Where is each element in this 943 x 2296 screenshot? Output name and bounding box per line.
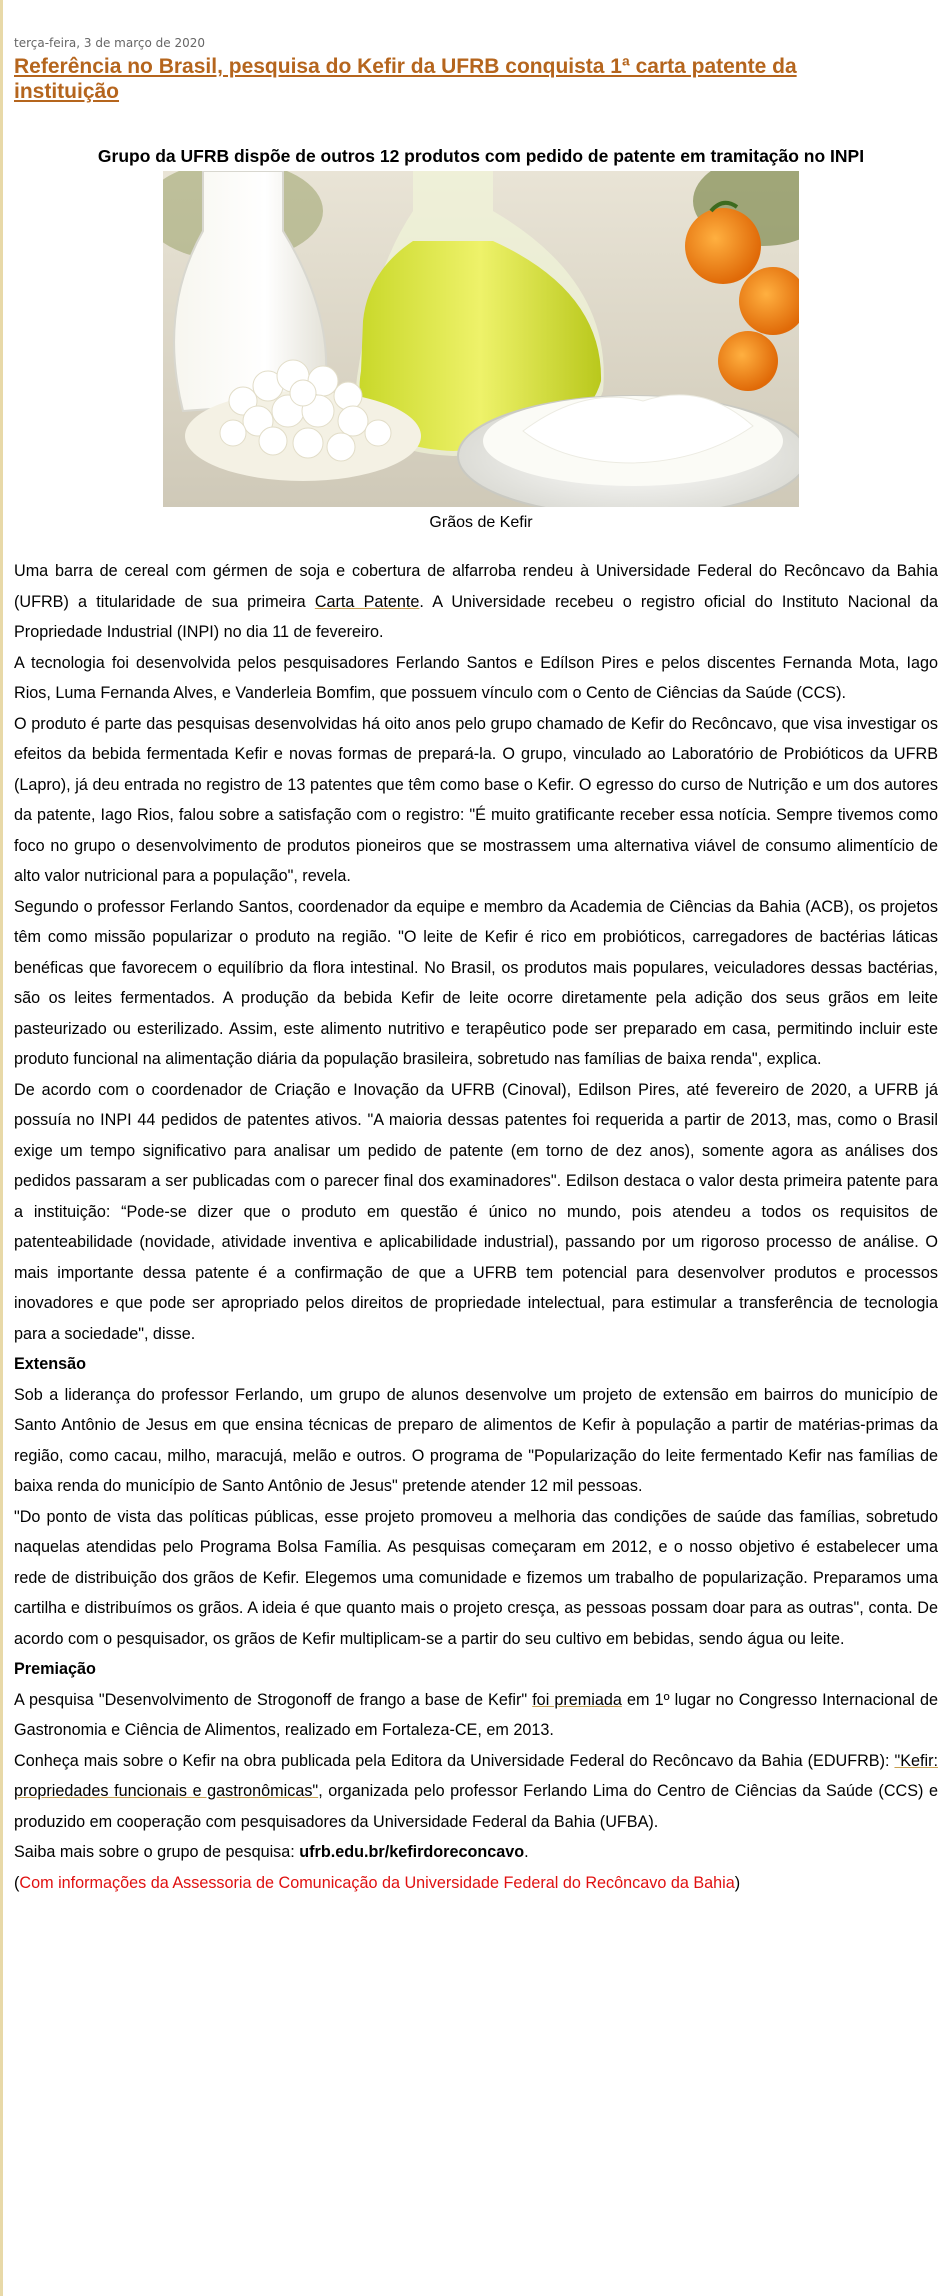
paragraph-3: O produto é parte das pesquisas desenvolvidas há oito anos pelo grupo chamado de Kefir do Recôncavo, que visa investigar os efeitos da bebida fermentada Kefir e novas formas de prepará-la. O grupo, vinculado ao Laboratório de Probióticos da UFRB (Lapro), já deu entrada no registro de 13 patentes que têm como base o Kefir. O egresso do curso de Nutrição e um dos autores da patente, Iago Rios, falou sobre a satisfação com o registro: "É muito gratificante receber essa notícia. Sempre tivemos como foco no grupo o desenvolvimento de produtos pioneiros que se mostrassem uma alternativa viável de consumo alimentício de alto valor nutricional para a população", revela.: [14, 714, 938, 885]
post-title-link[interactable]: [14, 54, 938, 104]
image-caption: Grãos de Kefir: [429, 514, 533, 531]
post-date: terça-feira, 3 de março de 2020: [14, 36, 205, 50]
paragraph-8-text-a: A pesquisa "Desenvolvimento de Strogonoff de frango a base de Kefir": [14, 1690, 533, 1709]
carta-patente-link[interactable]: Carta Patente: [314, 592, 420, 611]
left-border: [0, 0, 3, 2296]
paragraph-2: A tecnologia foi desenvolvida pelos pesquisadores Ferlando Santos e Edílson Pires e pelos discentes Fernanda Mota, Iago Rios, Luma Fernanda Alves, e Vanderleia Bomfim, que possuem vínculo com o Cento de Ciências da Saúde (CCS).: [14, 653, 938, 702]
credit-line: [14, 1868, 938, 1899]
kefir-photo: [163, 171, 799, 507]
paragraph-1-text-b: . A Universidade recebeu o registro oficial do Instituto Nacional da Propriedade Industrial (INPI) no dia 11 de fevereiro.: [14, 592, 938, 641]
paragraph-10-text-b: .: [524, 1843, 529, 1861]
blog-post: [14, 36, 938, 1898]
paragraph-1: [14, 556, 938, 648]
paragraph-8-text-b: em 1º lugar no Congresso Internacional de Gastronomia e Ciência de Alimentos, realizado em Fortaleza-CE, em 2013.: [14, 1690, 938, 1739]
article-body: [14, 556, 938, 1898]
heading-premiacao: Premiação: [14, 1660, 96, 1678]
book-link[interactable]: "Kefir: propriedades funcionais e gastronômicas": [14, 1751, 938, 1800]
paragraph-8: [14, 1685, 938, 1746]
credit-text: Com informações da Assessoria de Comunicação da Universidade Federal do Recôncavo da Bahia: [19, 1873, 735, 1892]
credit-close-paren: ): [734, 1873, 741, 1892]
paragraph-1-text-a: Uma barra de cereal com gérmen de soja e cobertura de alfarroba rendeu à Universidade Federal do Recôncavo da Bahia (UFRB) a titularidade de sua primeira: [14, 562, 938, 611]
credit-open-paren: (: [14, 1873, 20, 1892]
paragraph-9-text-b: , organizada pelo professor Ferlando Lima do Centro de Ciências da Saúde (CCS) e produzido em cooperação com pesquisadores da Universidade Federal da Bahia (UFBA).: [14, 1782, 938, 1831]
paragraph-9: [14, 1746, 938, 1838]
foi-premiada-link[interactable]: foi premiada: [532, 1690, 622, 1709]
heading-extensao: Extensão: [14, 1355, 86, 1373]
paragraph-9-text-a: Conheça mais sobre o Kefir na obra publicada pela Editora da Universidade Federal do Recôncavo da Bahia (EDUFRB):: [14, 1751, 895, 1770]
article-figure: [14, 171, 943, 533]
paragraph-7: "Do ponto de vista das políticas públicas, esse projeto promoveu a melhoria das condições de saúde das famílias, sobretudo naquelas atendidas pelo Programa Bolsa Família. As pesquisas começaram em 2012, e o nosso objetivo é estabelecer uma rede de distribuição dos grãos de Kefir. Elegemos uma comunidade e fizemos um trabalho de popularização. Preparamos uma cartilha e distribuímos os grãos. A ideia é que quanto mais o projeto cresça, as pessoas possam doar para as outras", conta. De acordo com o pesquisador, os grãos de Kefir multiplicam-se a partir do seu cultivo em bebidas, sendo água ou leite.: [14, 1507, 938, 1648]
paragraph-10-text-a: Saiba mais sobre o grupo de pesquisa:: [14, 1843, 300, 1861]
paragraph-10: [14, 1837, 938, 1868]
article-subtitle: Grupo da UFRB dispõe de outros 12 produtos com pedido de patente em tramitação no INPI: [97, 146, 865, 166]
post-title-line1: Referência no Brasil, pesquisa do Kefir da UFRB conquista 1ª carta patente da: [14, 55, 797, 78]
paragraph-6: Sob a liderança do professor Ferlando, um grupo de alunos desenvolve um projeto de extensão em bairros do município de Santo Antônio de Jesus em que ensina técnicas de preparo de alimentos de Kefir à população a partir de matérias-primas da região, como cacau, milho, maracujá, melão e outros. O programa de "Popularização do leite fermentado Kefir nas famílias de baixa renda do município de Santo Antônio de Jesus" pretende atender 12 mil pessoas.: [14, 1385, 938, 1495]
research-group-link[interactable]: ufrb.edu.br/kefirdoreconcavo: [299, 1843, 525, 1861]
kefir-photo-illustration: [163, 171, 799, 507]
post-title-line2: instituição: [14, 80, 120, 103]
paragraph-4: Segundo o professor Ferlando Santos, coordenador da equipe e membro da Academia de Ciências da Bahia (ACB), os projetos têm como missão popularizar o produto na região. "O leite de Kefir é rico em probióticos, carregadores de bactérias láticas benéficas que favorecem o equilíbrio da flora intestinal. No Brasil, os produtos mais populares, veiculadores dessas bactérias, são os leites fermentados. A produção da bebida Kefir de leite ocorre diretamente pela adição dos seus grãos em leite pasteurizado ou esterilizado. Assim, este alimento nutritivo e terapêutico pode ser preparado em casa, permitindo incluir este produto funcional na alimentação diária da população brasileira, sobretudo nas famílias de baixa renda", explica.: [14, 897, 938, 1068]
paragraph-5: De acordo com o coordenador de Criação e Inovação da UFRB (Cinoval), Edilson Pires, até fevereiro de 2020, a UFRB já possuía no INPI 44 pedidos de patentes ativos. "A maioria dessas patentes foi requerida a partir de 2013, mas, como o Brasil exige um tempo significativo para analisar um pedido de patente (em torno de dez anos), somente agora as análises dos pedidos passaram a ser publicadas com o parecer final dos examinadores". Edilson destaca o valor desta primeira patente para a instituição: “Pode-se dizer que o produto em questão é único no mundo, pois atendeu a todos os requisitos de patenteabilidade (novidade, atividade inventiva e aplicabilidade industrial), passando por um rigoroso processo de análise. O mais importante dessa patente é a confirmação de que a UFRB tem potencial para desenvolver produtos e processos inovadores e que pode ser apropriado pelos direitos de propriedade intelectual, para estimular a transferência de tecnologia para a sociedade", disse.: [14, 1080, 938, 1343]
